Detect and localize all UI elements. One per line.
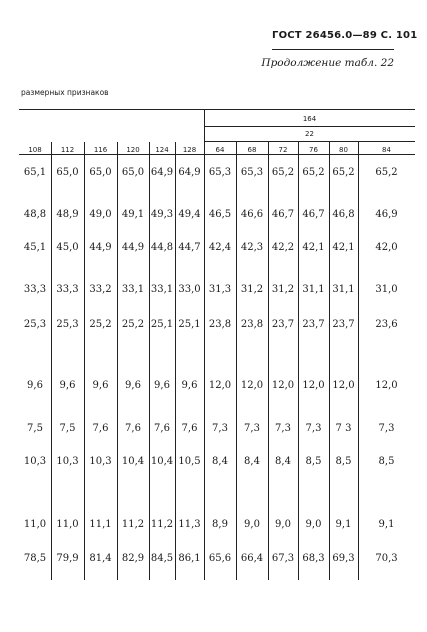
- table-cell: 8,4: [275, 456, 291, 467]
- table-cell: 42,1: [332, 242, 355, 253]
- table-cell: 31,1: [302, 284, 325, 295]
- table-cell: 9,0: [275, 519, 291, 530]
- table-cell: 23,7: [302, 319, 325, 330]
- table-cell: 42,3: [240, 242, 264, 253]
- table-header-bottom-rule: [19, 154, 415, 155]
- table-cell: 7,3: [305, 423, 322, 434]
- column-header: 108: [28, 146, 42, 154]
- column-header: 76: [309, 146, 318, 154]
- table-cell: 48,9: [56, 209, 79, 220]
- table-cell: 31,0: [375, 284, 398, 295]
- table-cell: 8,9: [212, 519, 228, 530]
- table-cell: 45,0: [56, 242, 79, 253]
- table-cell: 33,2: [89, 284, 112, 295]
- table-cell: 8,5: [305, 456, 322, 467]
- table-cell: 9,0: [244, 519, 260, 530]
- table-cell: 7,5: [59, 423, 76, 434]
- table-cell: 33,3: [56, 284, 79, 295]
- table-cell: 45,1: [23, 242, 47, 253]
- table-cell: 65,2: [332, 167, 355, 178]
- table-cell: 12,0: [375, 380, 398, 391]
- table-cell: 67,3: [271, 553, 295, 564]
- table-cell: 9,6: [125, 380, 141, 391]
- table-cell: 10,5: [178, 456, 201, 467]
- table-cell: 33,3: [23, 284, 47, 295]
- column-header: 112: [60, 146, 75, 154]
- table-cell: 7,6: [154, 423, 170, 434]
- table-cell: 44,9: [89, 242, 112, 253]
- table-cell: 70,3: [375, 553, 398, 564]
- table-cell: 48,8: [23, 209, 47, 220]
- table-cell: 46,9: [375, 209, 398, 220]
- table-cell: 65,0: [121, 167, 145, 178]
- column-header: 84: [382, 146, 391, 154]
- table-cell: 78,5: [23, 553, 47, 564]
- table-cell: 10,4: [121, 456, 145, 467]
- table-cell: 42,2: [271, 242, 295, 253]
- header-divider: [272, 49, 394, 50]
- table-cell: 33,1: [121, 284, 145, 295]
- table-cell: 46,7: [271, 209, 295, 220]
- table-cell: 44,8: [150, 242, 174, 253]
- column-divider: [84, 142, 85, 580]
- table-cell: 49,1: [121, 209, 145, 220]
- table-cell: 31,2: [240, 284, 264, 295]
- table-cell: 68,3: [302, 553, 325, 564]
- column-divider: [236, 142, 237, 580]
- column-header: 72: [278, 146, 288, 154]
- table-cell: 9,6: [181, 380, 198, 391]
- column-divider: [175, 142, 176, 580]
- table-cell: 65,0: [56, 167, 79, 178]
- table-cell: 12,0: [332, 380, 355, 391]
- table-cell: 7,3: [212, 423, 228, 434]
- table-cell: 11,2: [121, 519, 145, 530]
- column-divider: [268, 142, 269, 580]
- table-cell: 23,8: [240, 319, 264, 330]
- table-cell: 25,3: [23, 319, 47, 330]
- table-cell: 7,5: [27, 423, 43, 434]
- table-cell: 64,9: [178, 167, 201, 178]
- table-cell: 12,0: [271, 380, 295, 391]
- table-cell: 46,7: [302, 209, 325, 220]
- table-cell: 31,2: [271, 284, 295, 295]
- table-cell: 46,5: [208, 209, 232, 220]
- table-cell: 25,1: [178, 319, 201, 330]
- table-cell: 25,2: [89, 319, 112, 330]
- table-cell: 65,6: [208, 553, 232, 564]
- column-divider: [358, 142, 359, 580]
- table-cell: 10,3: [23, 456, 47, 467]
- table-cell: 65,3: [208, 167, 232, 178]
- group-header-164: 164: [302, 115, 317, 123]
- table-cell: 66,4: [240, 553, 264, 564]
- table-cell: 25,1: [150, 319, 174, 330]
- table-cell: 86,1: [178, 553, 201, 564]
- table-cell: 8,4: [244, 456, 260, 467]
- table-cell: 8,5: [378, 456, 395, 467]
- table-cell: 7,3: [378, 423, 395, 434]
- table-cell: 49,4: [178, 209, 201, 220]
- table-cell: 82,9: [121, 553, 145, 564]
- table-cell: 42,1: [302, 242, 325, 253]
- table-cell: 12,0: [240, 380, 264, 391]
- column-header: 116: [93, 146, 108, 154]
- table-cell: 65,2: [375, 167, 398, 178]
- table-cell: 69,3: [332, 553, 355, 564]
- standard-reference: ГОСТ 26456.0—89 С. 101: [272, 30, 418, 41]
- table-cell: 33,0: [178, 284, 201, 295]
- table-cell: 7,6: [92, 423, 109, 434]
- table-cell: 11,3: [178, 519, 201, 530]
- table-cell: 44,7: [178, 242, 201, 253]
- table-cell: 31,1: [332, 284, 355, 295]
- table-cell: 65,0: [89, 167, 112, 178]
- table-cell: 23,7: [332, 319, 355, 330]
- table-cell: 8,4: [212, 456, 228, 467]
- table-cell: 10,4: [150, 456, 174, 467]
- column-divider: [204, 109, 205, 580]
- table-cell: 9,0: [305, 519, 322, 530]
- table-cell: 11,0: [56, 519, 79, 530]
- table-cell: 9,1: [378, 519, 395, 530]
- table-cell: 49,0: [89, 209, 112, 220]
- table-cell: 23,6: [375, 319, 398, 330]
- table-cell: 9,6: [59, 380, 76, 391]
- table-cell: 46,6: [240, 209, 264, 220]
- column-header: 124: [155, 146, 169, 154]
- table-cell: 7,6: [181, 423, 198, 434]
- column-divider: [298, 142, 299, 580]
- table-cell: 12,0: [208, 380, 232, 391]
- subgroup-header-22: 22: [305, 130, 314, 138]
- table-cell: 25,3: [56, 319, 79, 330]
- table-cell: 81,4: [89, 553, 112, 564]
- table-cell: 7,6: [125, 423, 141, 434]
- column-divider: [329, 142, 330, 580]
- table-cell: 33,1: [150, 284, 174, 295]
- table-cell: 65,1: [23, 167, 47, 178]
- table-cell: 31,3: [208, 284, 232, 295]
- table-rule-group: [204, 126, 415, 127]
- table-cell: 64,9: [150, 167, 174, 178]
- table-caption-fragment: размерных признаков: [21, 88, 109, 97]
- table-cell: 65,2: [271, 167, 295, 178]
- table-cell: 65,3: [240, 167, 264, 178]
- column-divider: [149, 142, 150, 580]
- column-header: 120: [126, 146, 140, 154]
- column-header: 64: [215, 146, 225, 154]
- table-cell: 7,3: [244, 423, 260, 434]
- table-cell: 79,9: [56, 553, 79, 564]
- column-header: 128: [182, 146, 197, 154]
- table-cell: 23,7: [271, 319, 295, 330]
- column-divider: [117, 142, 118, 580]
- table-cell: 65,2: [302, 167, 325, 178]
- table-cell: 9,6: [154, 380, 170, 391]
- table-cell: 11,0: [23, 519, 47, 530]
- table-cell: 84,5: [150, 553, 174, 564]
- table-cell: 42,0: [375, 242, 398, 253]
- table-cell: 7,3: [275, 423, 291, 434]
- table-cell: 11,2: [150, 519, 174, 530]
- column-header: 80: [339, 146, 348, 154]
- table-cell: 10,3: [89, 456, 112, 467]
- table-continuation-label: Продолжение табл. 22: [261, 57, 394, 69]
- table-cell: 11,1: [89, 519, 112, 530]
- table-cell: 25,2: [121, 319, 145, 330]
- table-cell: 46,8: [332, 209, 355, 220]
- table-cell: 12,0: [302, 380, 325, 391]
- table-top-rule: [19, 109, 415, 110]
- table-cell: 7 3: [335, 423, 352, 434]
- column-divider: [51, 142, 52, 580]
- table-cell: 49,3: [150, 209, 174, 220]
- table-cell: 8,5: [335, 456, 352, 467]
- table-cell: 23,8: [208, 319, 232, 330]
- table-cell: 9,1: [335, 519, 352, 530]
- table-cell: 9,6: [27, 380, 43, 391]
- table-cell: 44,9: [121, 242, 145, 253]
- table-cell: 9,6: [92, 380, 109, 391]
- table-cell: 42,4: [208, 242, 232, 253]
- column-header: 68: [247, 146, 257, 154]
- table-cell: 10,3: [56, 456, 79, 467]
